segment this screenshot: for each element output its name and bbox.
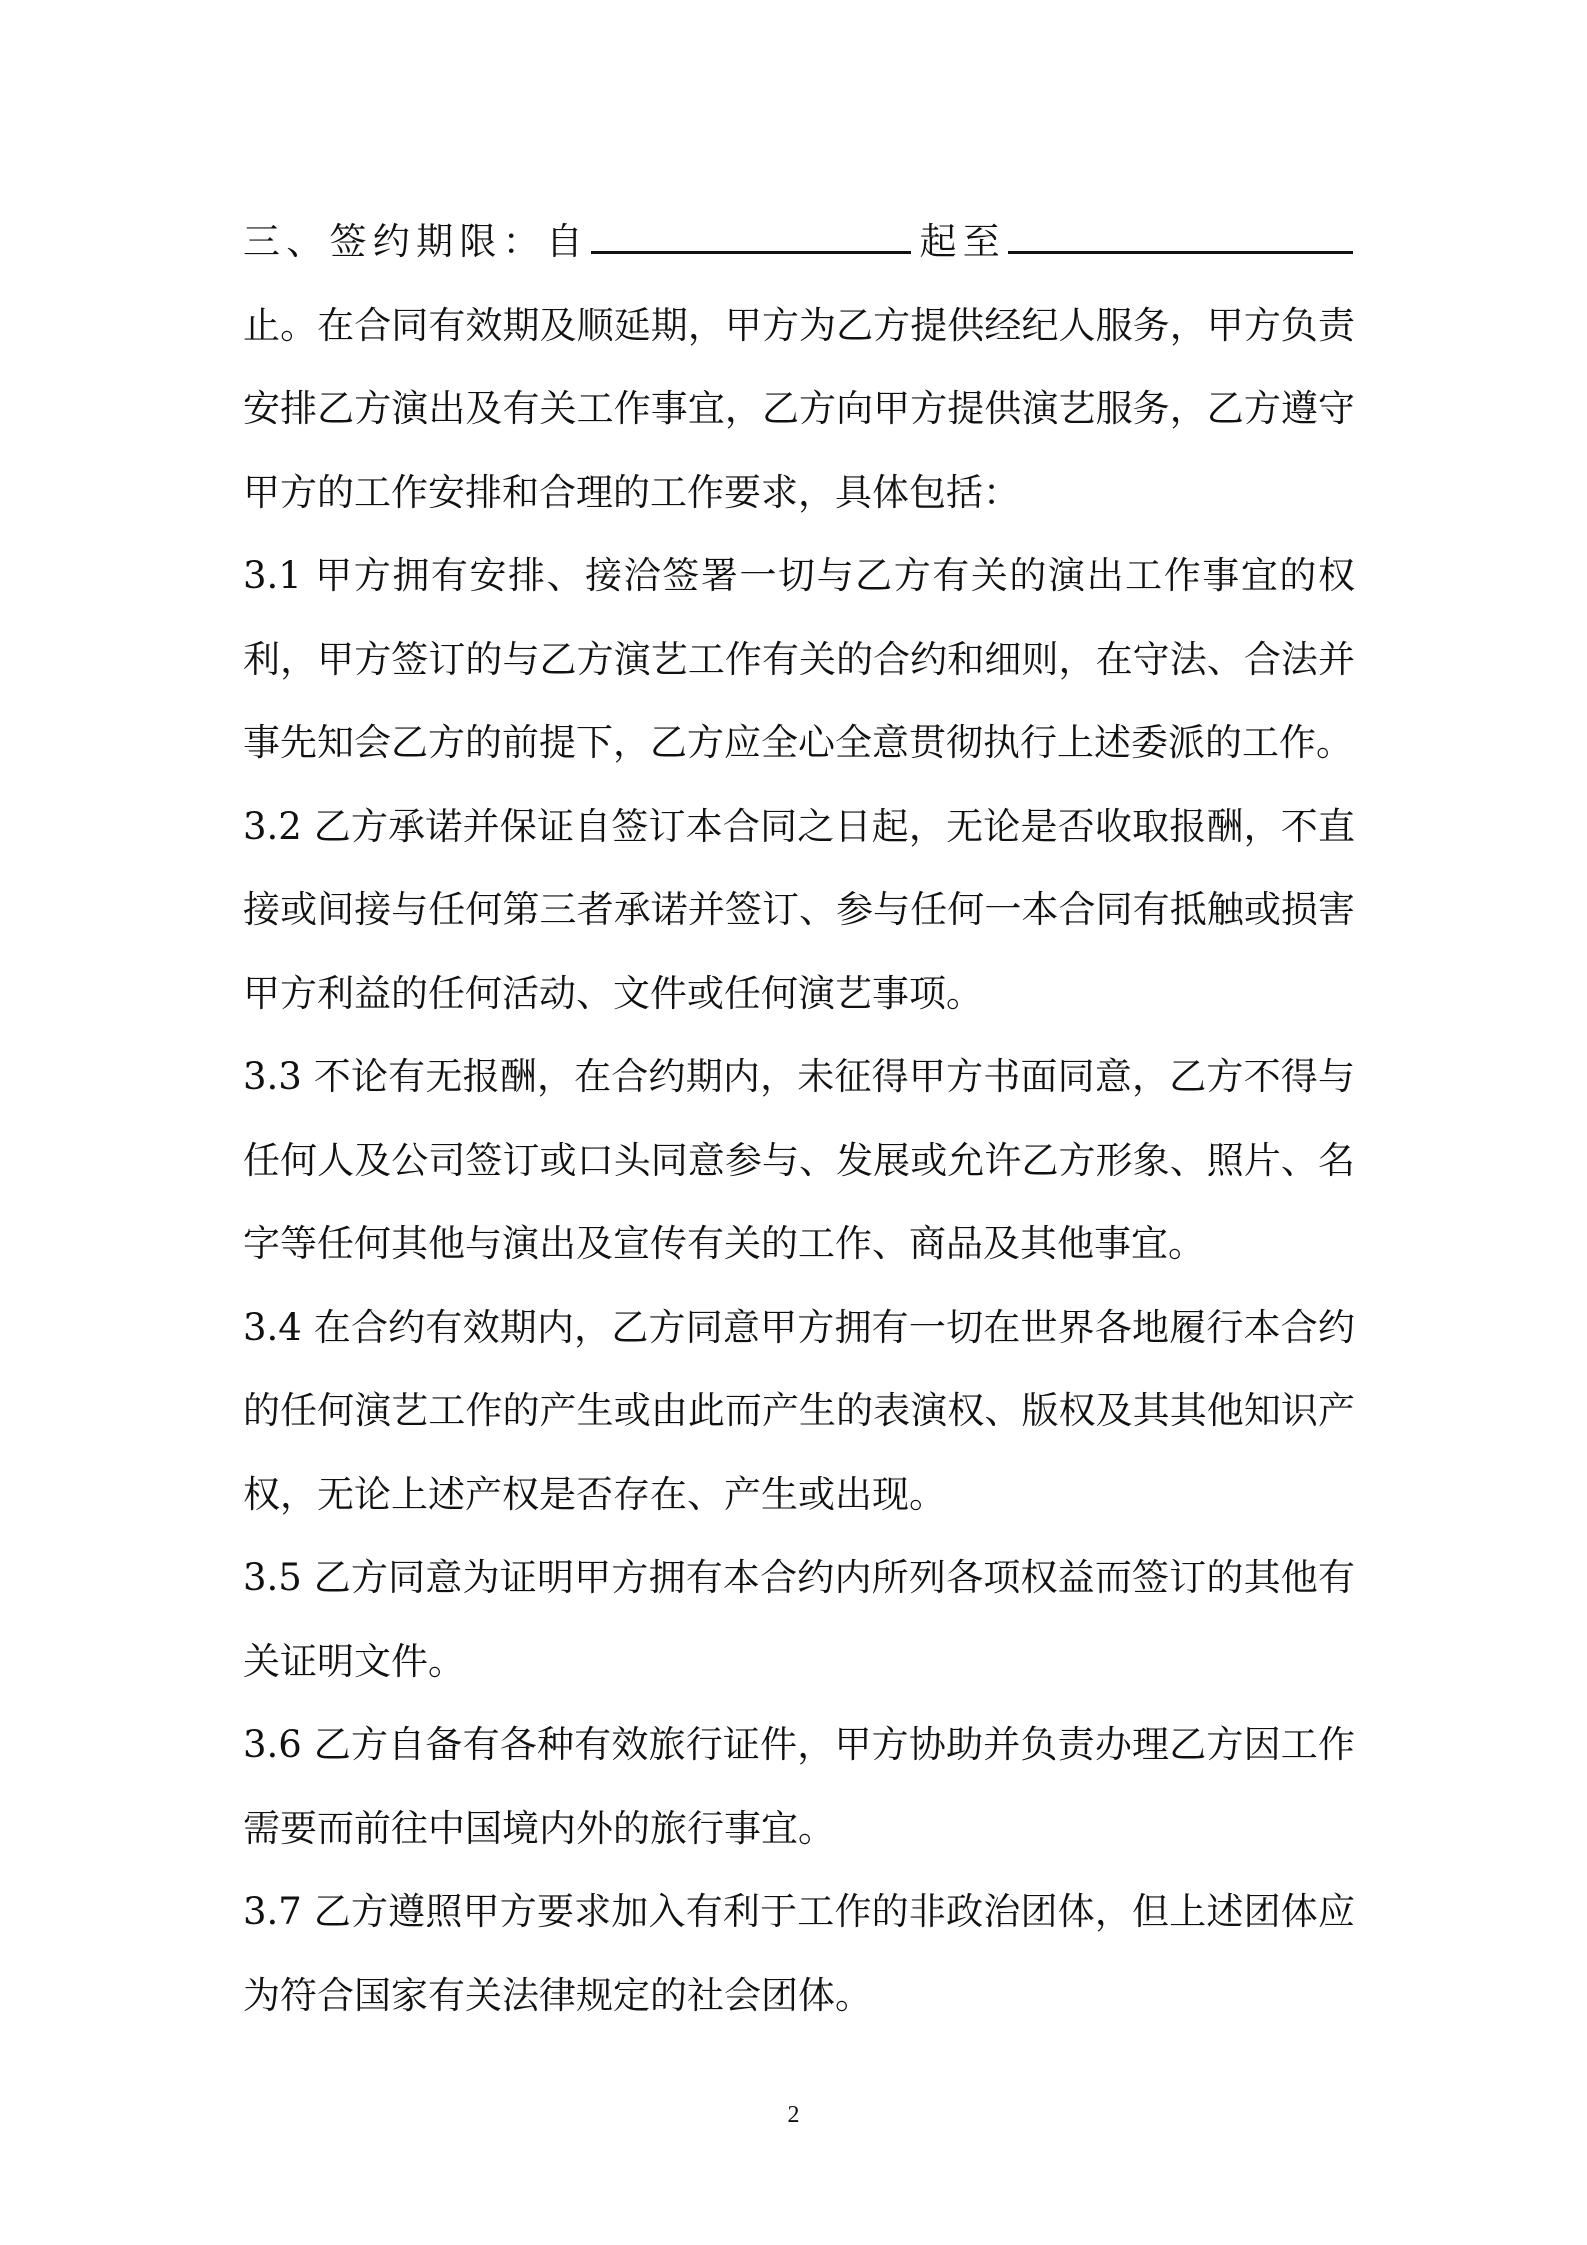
document-body [243, 200, 1355, 2037]
term-clause-middle: 起至 [913, 220, 1007, 263]
clause-3-6: 3.6 乙方自备有各种有效旅行证件，甲方协助并负责办理乙方因工作需要而前往中国境内外的旅行事宜。 [243, 1723, 1355, 1850]
clause-3-4: 3.4 在合约有效期内，乙方同意甲方拥有一切在世界各地履行本合约的任何演艺工作的产生或由此而产生的表演权、版权及其其他知识产权，无论上述产权是否存在、产生或出现。 [243, 1305, 1355, 1516]
end-date-blank [1008, 211, 1353, 254]
term-clause-continuation: 在合同有效期及顺延期，甲方为乙方提供经纪人服务，甲方负责安排乙方演出及有关工作事宜，乙方向甲方提供演艺服务，乙方遵守甲方的工作安排和合理的工作要求，具体包括： [243, 303, 1356, 514]
page-number: 2 [787, 2102, 800, 2128]
clause-3-7: 3.7 乙方遵照甲方要求加入有利于工作的非政治团体，但上述团体应为符合国家有关法律规定的社会团体。 [243, 1890, 1355, 2017]
clause-3-3: 3.3 不论有无报酬，在合约期内，未征得甲方书面同意，乙方不得与任何人及公司签订或口头同意参与、发展或允许乙方形象、照片、名字等任何其他与演出及宣传有关的工作、商品及其他事宜。 [243, 1055, 1355, 1265]
clause-3-2: 3.2 乙方承诺并保证自签订本合同之日起，无论是否收取报酬，不直接或间接与任何第三者承诺并签订、参与任何一本合同有抵触或损害甲方利益的任何活动、文件或任何演艺事项。 [243, 804, 1355, 1015]
term-clause-suffix: 止。 [243, 303, 318, 347]
clause-3-1: 3.1 甲方拥有安排、接洽签署一切与乙方有关的演出工作事宜的权利，甲方签订的与乙方演艺工作有关的合约和细则，在守法、合法并事先知会乙方的前提下，乙方应全心全意贯彻执行上述委派的工作。 [243, 554, 1355, 764]
term-clause-prefix: 三、签约期限：自 [243, 220, 590, 263]
term-clause [243, 200, 1355, 534]
start-date-blank [591, 211, 911, 254]
clause-3-5: 3.5 乙方同意为证明甲方拥有本合约内所列各项权益而签订的其他有关证明文件。 [243, 1556, 1355, 1683]
